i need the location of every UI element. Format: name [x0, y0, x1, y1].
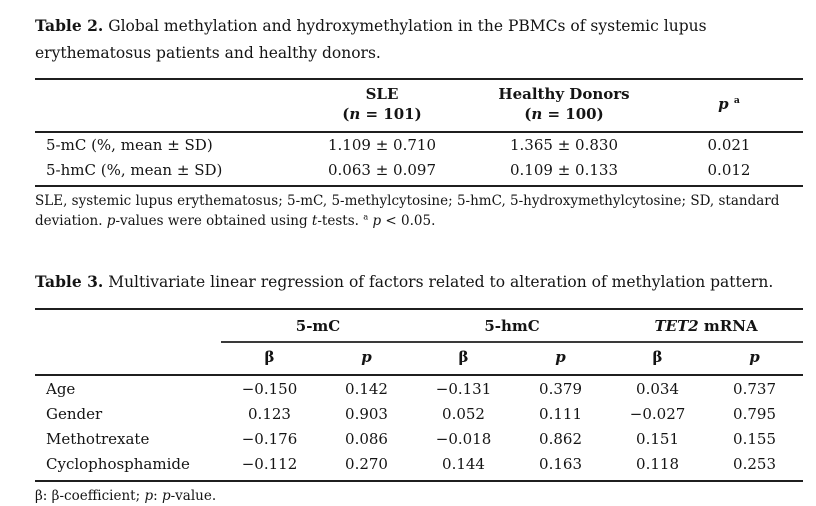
table-cell: 0.012 — [655, 158, 803, 186]
table2-header-empty-cell — [35, 79, 291, 132]
table-cell: −0.027 — [609, 401, 706, 426]
table2-header-healthy-n: (n = 100) — [473, 105, 655, 125]
table3-body — [35, 375, 803, 481]
table2-header-healthy — [473, 79, 655, 132]
table3-caption — [35, 269, 800, 296]
table-cell: 0.155 — [706, 427, 803, 452]
table-row — [35, 452, 803, 481]
table2-header-p: p $^a$ — [655, 79, 803, 132]
table3-group-tet2-mrna: TET2 mRNA — [609, 309, 803, 342]
table2-body — [35, 132, 803, 187]
table2-caption-label: Table 2. — [35, 16, 103, 35]
table3 — [35, 308, 803, 482]
table-cell: −0.131 — [415, 375, 512, 401]
table-cell: −0.018 — [415, 427, 512, 452]
table-row — [35, 401, 803, 426]
row-label: Age — [35, 375, 221, 401]
table-row — [35, 132, 803, 158]
row-label: Methotrexate — [35, 427, 221, 452]
row-label: Gender — [35, 401, 221, 426]
table-cell: 0.144 — [415, 452, 512, 481]
table3-header — [35, 309, 803, 375]
table2-header-sle-title: SLE — [291, 85, 473, 105]
table3-subheader-empty-cell — [35, 342, 221, 376]
table2-footnote: SLE, systemic lupus erythematosus; 5-mC, 5-methylcytosine; 5-hmC, 5-hydroxymethylcytosine; SD, standard deviation. p-values were obtained using t-tests. $^a$ p < 0.05. — [35, 192, 800, 232]
table-cell: 0.123 — [221, 401, 318, 426]
table-cell: 0.151 — [609, 427, 706, 452]
table2-header-sle — [291, 79, 473, 132]
table-cell: 0.862 — [512, 427, 609, 452]
table-cell: 0.111 — [512, 401, 609, 426]
row-label: 5-mC (%, mean ± SD) — [35, 132, 291, 158]
section-spacer — [35, 232, 800, 269]
table3-subheader-p: p — [512, 342, 609, 376]
table-cell: 0.052 — [415, 401, 512, 426]
table-cell: 0.737 — [706, 375, 803, 401]
table-row — [35, 158, 803, 186]
table-cell: 0.021 — [655, 132, 803, 158]
table3-caption-label: Table 3. — [35, 272, 103, 291]
table-cell: 0.270 — [318, 452, 415, 481]
table-cell: 0.142 — [318, 375, 415, 401]
table3-caption-text: Multivariate linear regression of factors related to alteration of methylation pattern. — [103, 273, 773, 291]
table-cell: 0.795 — [706, 401, 803, 426]
table-cell: 0.118 — [609, 452, 706, 481]
table2-header — [35, 79, 803, 132]
table3-group-header-row — [35, 309, 803, 342]
table3-subheader-beta: β — [415, 342, 512, 376]
table-cell: −0.112 — [221, 452, 318, 481]
table-cell: 0.086 — [318, 427, 415, 452]
table-cell: 1.365 ± 0.830 — [473, 132, 655, 158]
table3-subheader-p: p — [706, 342, 803, 376]
table-row — [35, 427, 803, 452]
table-cell: 0.063 ± 0.097 — [291, 158, 473, 186]
table-cell: 0.109 ± 0.133 — [473, 158, 655, 186]
table3-group-5hmc: 5-hmC — [415, 309, 609, 342]
table2-caption-text: Global methylation and hydroxymethylation in the PBMCs of systemic lupus erythematosus patients and healthy donors. — [35, 17, 707, 62]
table-cell: −0.176 — [221, 427, 318, 452]
table3-subheader-p: p — [318, 342, 415, 376]
table3-subheader-beta: β — [609, 342, 706, 376]
table-cell: 0.163 — [512, 452, 609, 481]
table2 — [35, 78, 803, 187]
table-cell: 0.903 — [318, 401, 415, 426]
table3-subheader-beta: β — [221, 342, 318, 376]
table2-header-sle-n: (n = 101) — [291, 105, 473, 125]
table2-header-p-superscript: a — [734, 95, 740, 106]
table3-footnote: β: β-coefficient; p: p-value. — [35, 487, 800, 506]
table-cell: 1.109 ± 0.710 — [291, 132, 473, 158]
table2-header-row — [35, 79, 803, 132]
table2-caption — [35, 13, 800, 66]
table-cell: 0.253 — [706, 452, 803, 481]
table3-group-5mc: 5-mC — [221, 309, 415, 342]
table2-header-healthy-title: Healthy Donors — [473, 85, 655, 105]
table-cell: −0.150 — [221, 375, 318, 401]
footnote-superscript-a: a — [363, 212, 368, 222]
row-label: 5-hmC (%, mean ± SD) — [35, 158, 291, 186]
table3-subheader-row — [35, 342, 803, 376]
row-label: Cyclophosphamide — [35, 452, 221, 481]
table-row — [35, 375, 803, 401]
table-cell: 0.379 — [512, 375, 609, 401]
table-cell: 0.034 — [609, 375, 706, 401]
table3-header-empty-cell — [35, 309, 221, 342]
